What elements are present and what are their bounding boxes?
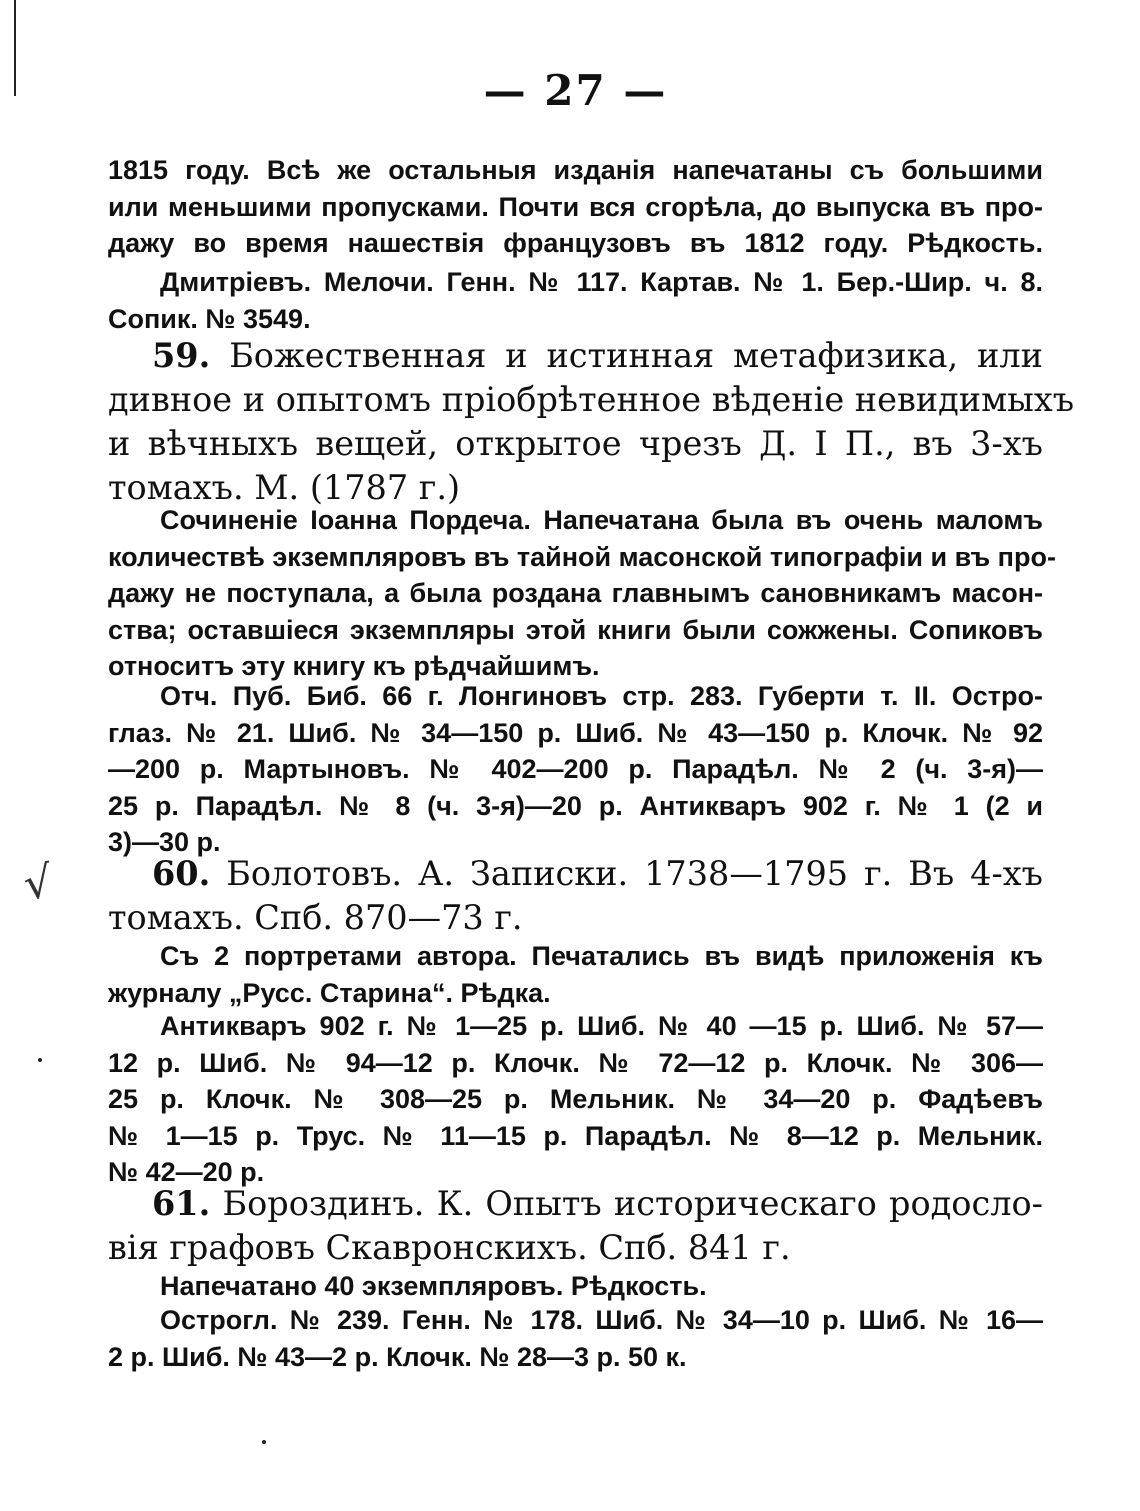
text-line: 12 р. Шиб. № 94—12 р. Клочк. № 72—12 р. Клочк. № 306— bbox=[108, 1047, 1043, 1078]
text-line: глаз. № 21. Шиб. № 34—150 р. Шиб. № 43—150 р. Клочк. № 92 bbox=[108, 717, 1043, 748]
title-line-first bbox=[108, 334, 1043, 378]
text-line: № 42—20 р. bbox=[108, 1157, 265, 1187]
text-line: или меньшими пропусками. Почти вся сгорѣла, до выпуска въ про- bbox=[108, 191, 1043, 222]
text-line: 25 р. Парадѣл. № 8 (ч. 3-я)—20 р. Антикваръ 902 г. № 1 (2 и bbox=[108, 790, 1043, 821]
entry-59-refs bbox=[108, 678, 1043, 861]
text-line: Сочиненіе Іоанна Пордеча. Напечатана была въ очень маломъ bbox=[160, 505, 1043, 535]
title-line-first bbox=[108, 1182, 1043, 1226]
text-line: ства; оставшіеся экземпляры этой книги были сожжены. Сопиковъ bbox=[108, 614, 1043, 645]
entry-number: 60. bbox=[152, 854, 211, 893]
entry-61-refs bbox=[108, 1302, 1043, 1375]
title-text: Болотовъ. А. Записки. 1738—1795 г. Въ 4-хъ bbox=[226, 854, 1043, 893]
text-line: дажу не поступала, а была роздана главнымъ сановникамъ масон- bbox=[108, 578, 1043, 608]
page-speck bbox=[262, 1440, 266, 1444]
handwritten-check-mark: √ bbox=[20, 856, 56, 911]
entry-61-title bbox=[108, 1182, 1043, 1270]
text-line: Отч. Пуб. Биб. 66 г. Лонгиновъ стр. 283. Губерти т. II. Остро- bbox=[160, 681, 1043, 711]
page-number: — 27 — bbox=[483, 66, 668, 115]
text-line: Сопик. № 3549. bbox=[108, 303, 311, 334]
entry-60-title bbox=[108, 852, 1043, 940]
title-line: и вѣчныхъ вещей, открытое чрезъ Д. I П., въ 3-хъ bbox=[108, 424, 1043, 463]
entry-59-note bbox=[108, 502, 1056, 685]
entry-59-title bbox=[108, 334, 1075, 510]
entry-number: 59. bbox=[152, 336, 211, 375]
title-line-first bbox=[108, 852, 1043, 896]
text-line: Антикваръ 902 г. № 1—25 р. Шиб. № 40 —15 р. Шиб. № 57— bbox=[160, 1011, 1043, 1041]
title-line: дивное и опытомъ пріобрѣтенное вѣденіе невидимыхъ bbox=[108, 380, 1075, 419]
text-line: Съ 2 портретами автора. Печатались въ видѣ приложенія къ bbox=[160, 941, 1043, 971]
text-line: 1815 году. Всѣ же остальныя изданія напечатаны съ большими bbox=[108, 155, 1043, 185]
continuation-note bbox=[108, 152, 1043, 262]
text-line: 25 р. Клочк. № 308—25 р. Мельник. № 34—20 р. Фадѣевъ bbox=[108, 1084, 1043, 1114]
entry-number: 61. bbox=[152, 1184, 211, 1223]
text-line: количествѣ экземпляровъ въ тайной масонской типографіи и въ про- bbox=[108, 541, 1056, 572]
text-line: относитъ эту книгу къ рѣдчайшимъ. bbox=[108, 651, 600, 681]
text-line: 3)—30 р. bbox=[108, 827, 221, 857]
margin-rule bbox=[14, 0, 16, 96]
text-line: журналу „Русс. Старина“. Рѣдка. bbox=[108, 977, 551, 1008]
title-line: томахъ. Спб. 870—73 г. bbox=[108, 898, 523, 937]
text-line: —200 р. Мартыновъ. № 402—200 р. Парадѣл. № 2 (ч. 3-я)— bbox=[108, 754, 1043, 784]
text-line: Дмитріевъ. Мелочи. Генн. № 117. Картав. № 1. Бер.-Шир. ч. 8. bbox=[160, 267, 1043, 297]
text-line: дажу во время нашествія французовъ въ 1812 году. Рѣдкость. bbox=[108, 228, 1043, 258]
title-text: Божественная и истинная метафизика, или bbox=[229, 336, 1043, 375]
continuation-refs bbox=[108, 264, 1043, 337]
entry-60-refs bbox=[108, 1008, 1043, 1191]
title-line: вія графовъ Скавронскихъ. Спб. 841 г. bbox=[108, 1228, 791, 1267]
margin-dot bbox=[38, 1058, 42, 1062]
title-text: Бороздинъ. К. Опытъ историческаго родосло- bbox=[222, 1184, 1043, 1223]
entry-61-note bbox=[108, 1268, 1043, 1305]
text-line: 2 р. Шиб. № 43—2 р. Клочк. № 28—3 р. 50 к. bbox=[108, 1341, 687, 1372]
entry-60-note bbox=[108, 938, 1043, 1011]
text-line: № 1—15 р. Трус. № 11—15 р. Парадѣл. № 8—12 р. Мельник. bbox=[108, 1120, 1043, 1151]
title-line: томахъ. М. (1787 г.) bbox=[108, 468, 461, 507]
text-line: Острогл. № 239. Генн. № 178. Шиб. № 34—10 р. Шиб. № 16— bbox=[160, 1305, 1043, 1335]
text-line: Напечатано 40 экземпляровъ. Рѣдкость. bbox=[160, 1271, 707, 1301]
